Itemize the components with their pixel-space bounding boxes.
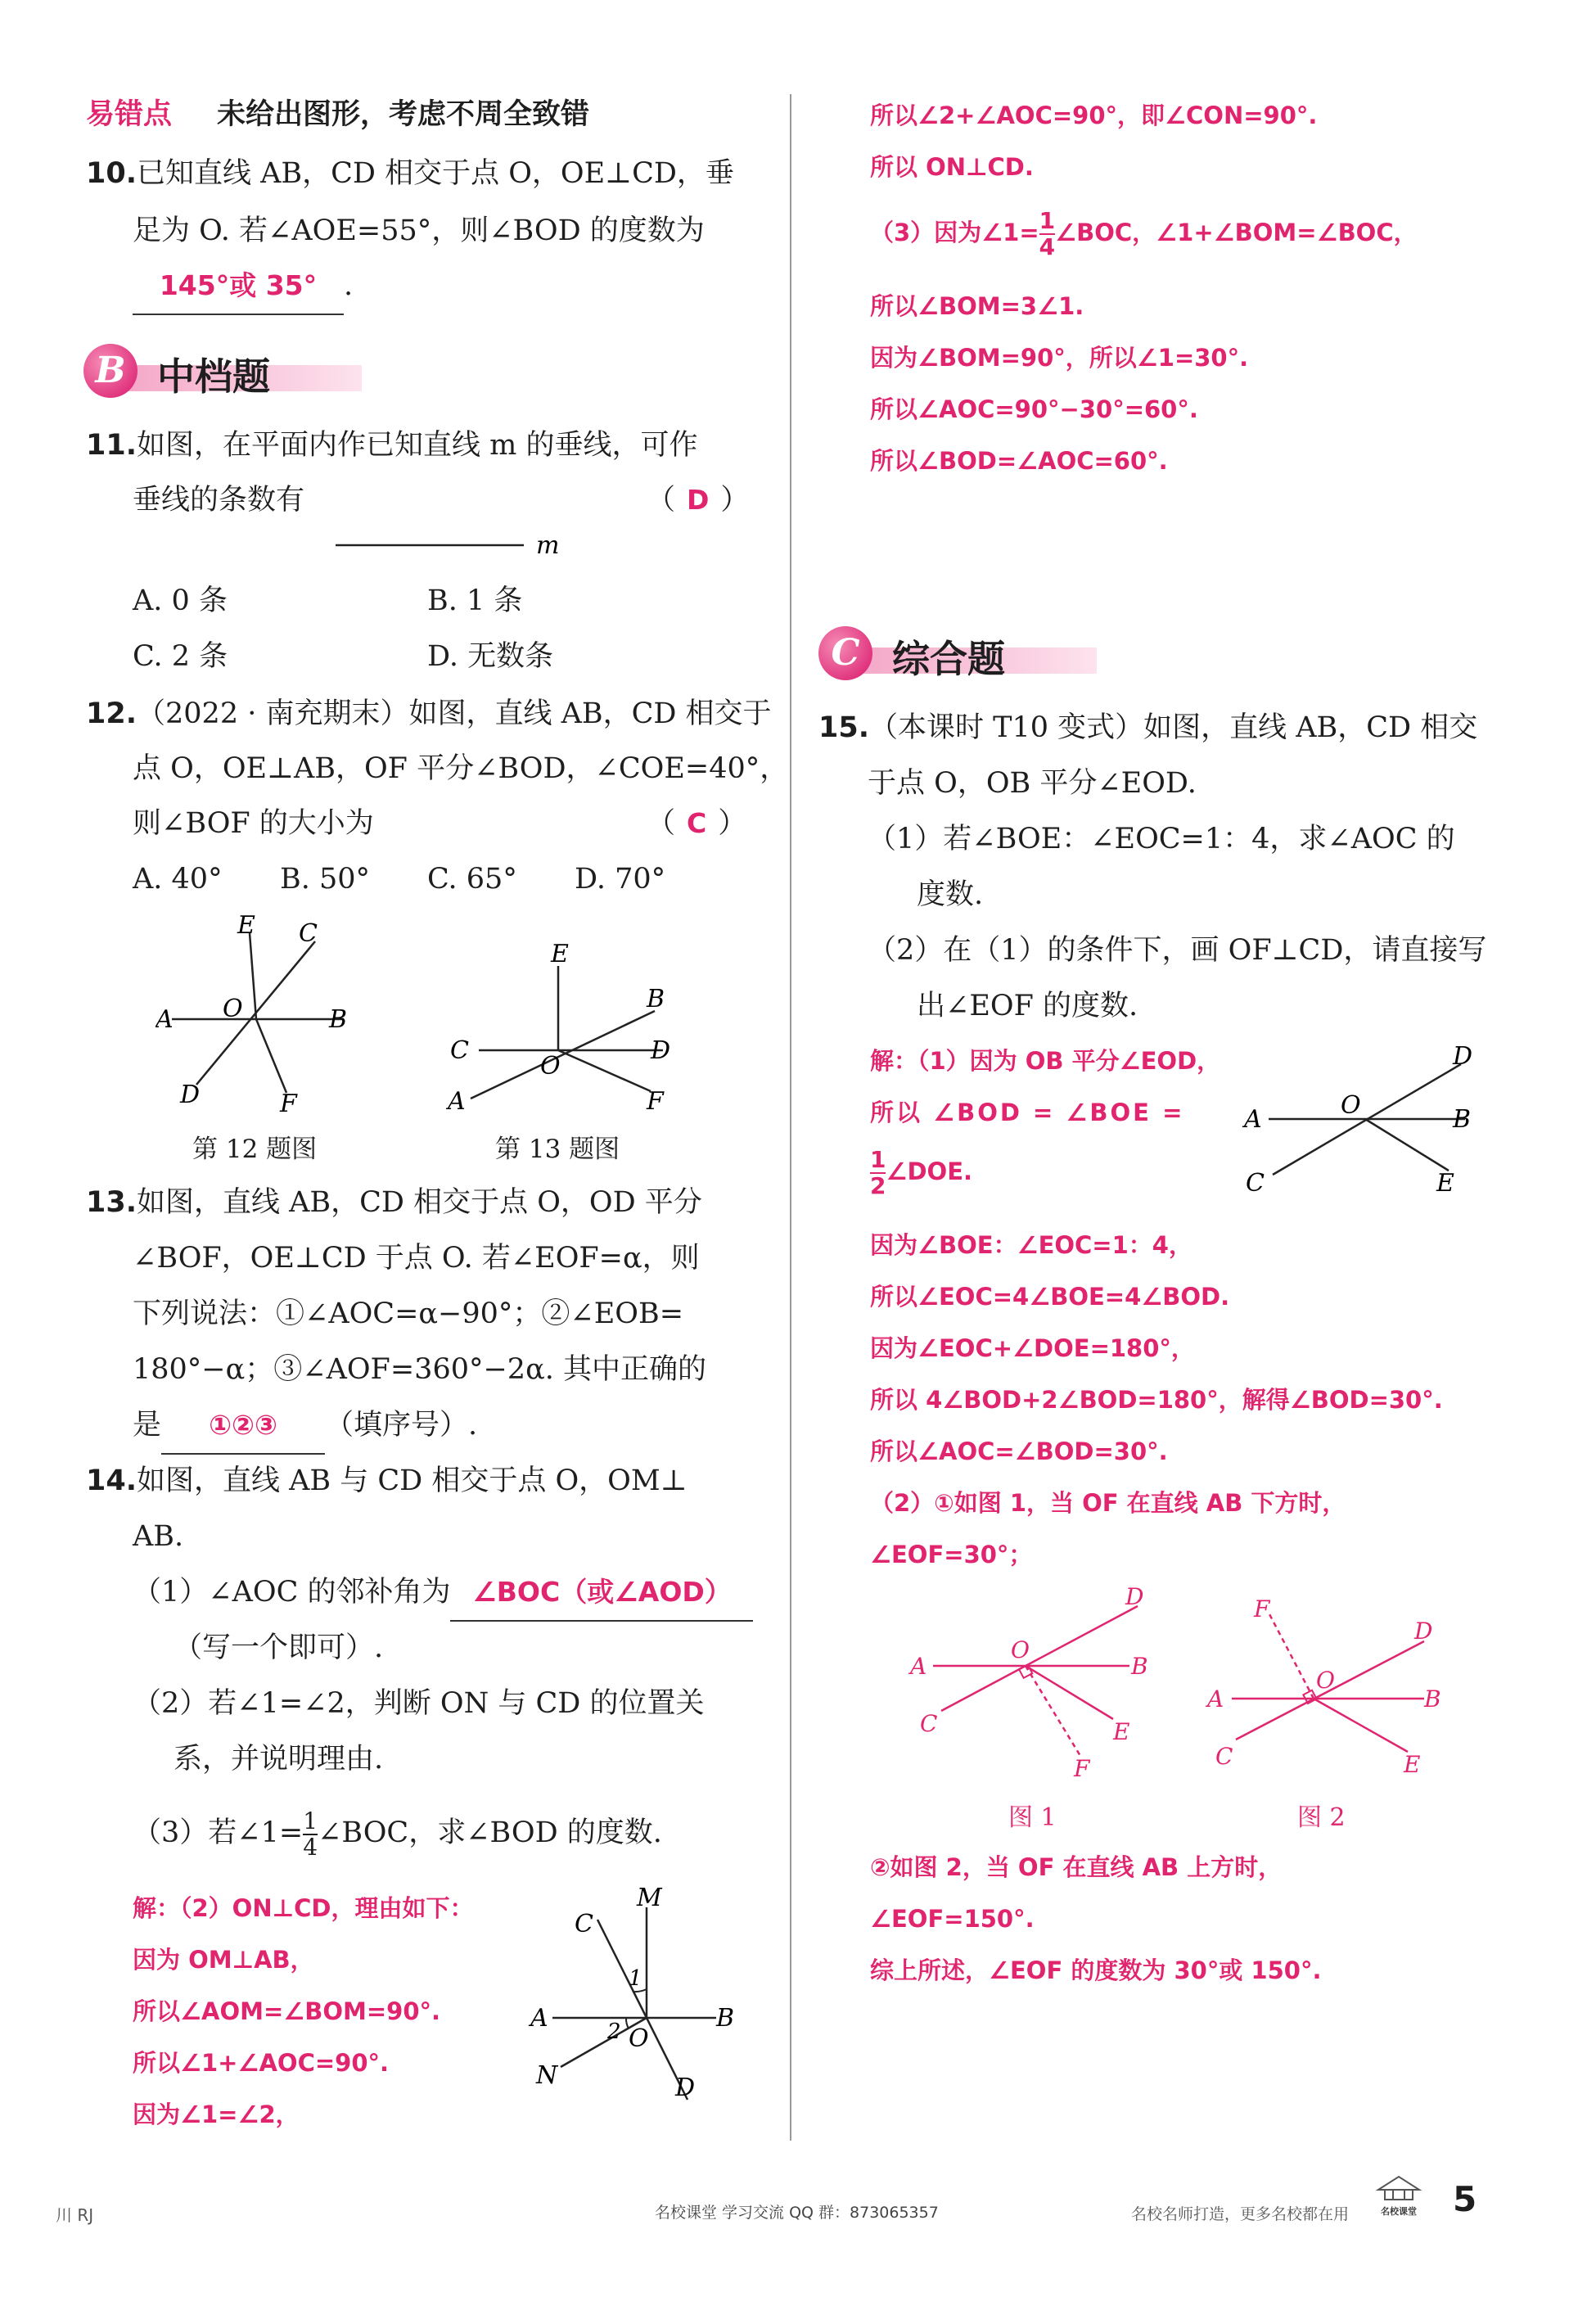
figure-13 xyxy=(446,941,692,1130)
section-b-title: 中档题 xyxy=(157,354,270,399)
q10-answer: 145°或 35° xyxy=(133,258,344,315)
fig12-label-d: D xyxy=(180,1081,201,1109)
section-c-title: 综合题 xyxy=(892,637,1005,681)
q15-part2-line1: （2）在（1）的条件下，画 OF⊥CD，请直接写 xyxy=(868,934,1487,967)
q10-line1: 已知直线 AB，CD 相交于点 O，OE⊥CD，垂 xyxy=(137,157,734,190)
fig14-label-d: D xyxy=(675,2074,696,2102)
q10-line2: 足为 O. 若∠AOE=55°，则∠BOD 的度数为 xyxy=(133,214,705,247)
q14-part2-line2: 系，并说明理由. xyxy=(174,1743,384,1776)
q14-part3-pre: （3）若∠1= xyxy=(133,1816,304,1849)
page-number: 5 xyxy=(1453,2179,1477,2219)
fig14-label-1: 1 xyxy=(629,1966,642,1991)
sol15-fraction-line xyxy=(870,1146,972,1198)
fig1-label-e: E xyxy=(1113,1718,1130,1745)
figure-13-caption: 第 13 题图 xyxy=(495,1135,620,1164)
q14-part1 xyxy=(133,1564,753,1622)
fraction-numerator: 1 xyxy=(1039,207,1056,234)
section-b-letter: B xyxy=(83,344,138,398)
q12-answer: C xyxy=(687,807,707,839)
fig2-label-c: C xyxy=(1215,1743,1233,1770)
q10-answer-line xyxy=(133,258,353,315)
q12-text1: （2022 · 南充期末）如图，直线 AB，CD 相交于 xyxy=(137,697,772,730)
footer-left: 川 RJ xyxy=(56,2205,94,2225)
footer-center: 名校课堂 学习交流 QQ 群：873065357 xyxy=(655,2204,939,2222)
q14-part2-line1: （2）若∠1=∠2，判断 ON 与 CD 的位置关 xyxy=(133,1687,705,1720)
q11-line1 xyxy=(86,417,697,473)
q14-solution-1: 解：（2）ON⊥CD，理由如下： xyxy=(133,1894,474,1922)
figure-12 xyxy=(156,909,368,1121)
fig1-label-b: B xyxy=(1131,1653,1148,1680)
fig1-label-f: F xyxy=(1074,1755,1090,1782)
q14-p3-post: ∠BOC，∠1+∠BOM=∠BOC， xyxy=(1055,219,1418,246)
fig12-label-b: B xyxy=(329,1005,348,1034)
q13-line5 xyxy=(133,1397,477,1455)
fig12-label-c: C xyxy=(299,919,318,948)
q11-answer: D xyxy=(687,484,710,516)
q10 xyxy=(86,146,734,201)
fig14-label-m: M xyxy=(637,1884,662,1912)
sol15-line1: 解：（1）因为 OB 平分∠EOD， xyxy=(870,1047,1221,1075)
fig2-label-a: A xyxy=(1207,1685,1224,1713)
sol15-line10: ∠EOF=30°； xyxy=(870,1541,1033,1568)
fraction-denominator: 4 xyxy=(1039,233,1056,260)
q15-line1 xyxy=(818,700,1477,756)
fig1-label-c: C xyxy=(920,1710,938,1737)
fig14-label-n: N xyxy=(536,2061,558,2090)
q14-solution-3: 所以∠AOM=∠BOM=90°. xyxy=(133,1997,441,2025)
q12-option-a: A. 40° xyxy=(133,863,223,896)
section-c-banner xyxy=(818,626,1113,684)
fig15-label-c: C xyxy=(1246,1169,1265,1198)
fig13-label-o: O xyxy=(540,1052,561,1081)
q11-option-a: A. 0 条 xyxy=(133,584,228,617)
q15-text1: （本课时 T10 变式）如图，直线 AB，CD 相交 xyxy=(869,711,1478,744)
fig1-label-a: A xyxy=(910,1653,927,1680)
q13-line2: ∠BOF，OE⊥CD 于点 O. 若∠EOF=α，则 xyxy=(133,1242,700,1275)
error-tag: 易错点 xyxy=(86,98,173,131)
fig15-label-b: B xyxy=(1453,1105,1472,1134)
q12-option-c: C. 65° xyxy=(427,863,517,896)
paren-left: （ xyxy=(647,484,676,517)
q14-solution-2: 因为 OM⊥AB， xyxy=(133,1946,314,1974)
section-c-letter: C xyxy=(818,626,872,680)
figure-2 xyxy=(1203,1596,1449,1785)
q11-option-b: B. 1 条 xyxy=(427,584,523,617)
fig15-label-d: D xyxy=(1453,1042,1473,1071)
fig12-label-e: E xyxy=(237,911,255,940)
sol15-line4: 因为∠BOE：∠EOC=1：4， xyxy=(870,1231,1192,1259)
q14-part1-post: （写一个即可）. xyxy=(174,1631,384,1664)
q15-line2: 于点 O，OB 平分∠EOD. xyxy=(868,767,1197,800)
q12-paren xyxy=(647,796,746,851)
fig15-label-o: O xyxy=(1341,1091,1361,1120)
sol15-line9: （2）①如图 1，当 OF 在直线 AB 下方时， xyxy=(870,1489,1346,1517)
q12-line3: 则∠BOF 的大小为 xyxy=(133,807,374,840)
fraction-denominator: 4 xyxy=(303,1833,318,1861)
sol15-fraction-post: ∠DOE. xyxy=(886,1158,973,1185)
q14-p3-rest-2: 因为∠BOM=90°，所以∠1=30°. xyxy=(870,344,1249,372)
q14-cont-1: 所以∠2+∠AOC=90°，即∠CON=90°. xyxy=(870,102,1318,129)
q14-part1-pre: （1）∠AOC 的邻补角为 xyxy=(133,1576,451,1609)
sol15-line2: 所以 ∠BOD = ∠BOE = xyxy=(870,1099,1185,1126)
fig13-label-f: F xyxy=(647,1087,664,1116)
q13-line4: 180°−α；③∠AOF=360°−2α. 其中正确的 xyxy=(133,1353,706,1386)
q14-solution-4: 所以∠1+∠AOC=90°. xyxy=(133,2049,390,2077)
fig15-label-e: E xyxy=(1436,1169,1454,1198)
q13-line5-post: （填序号）. xyxy=(325,1409,478,1442)
fig13-label-b: B xyxy=(647,985,665,1013)
q14-p3-rest-3: 所以∠AOC=90°−30°=60°. xyxy=(870,395,1198,423)
footer-logo xyxy=(1375,2173,1422,2216)
q14-part3 xyxy=(133,1805,662,1861)
fig14-label-2: 2 xyxy=(607,2019,621,2044)
q14-part3-solution xyxy=(870,207,1418,259)
figure-1 xyxy=(908,1584,1170,1789)
fig14-label-c: C xyxy=(575,1910,593,1938)
fig1-label-d: D xyxy=(1125,1584,1144,1610)
q14-line1 xyxy=(86,1453,688,1509)
q14-line2: AB. xyxy=(133,1520,184,1553)
fig14-label-o: O xyxy=(629,2024,649,2053)
q12-option-d: D. 70° xyxy=(575,863,666,896)
footer-right: 名校名师打造，更多名校都在用 xyxy=(1131,2205,1350,2223)
q11-option-d: D. 无数条 xyxy=(427,640,554,673)
fig2-label-f: F xyxy=(1254,1596,1270,1622)
q15-part1-line1: （1）若∠BOE：∠EOC=1：4，求∠AOC 的 xyxy=(868,823,1455,855)
figure-12-caption: 第 12 题图 xyxy=(192,1135,318,1164)
q14-number: 14. xyxy=(86,1464,138,1497)
q11-option-c: C. 2 条 xyxy=(133,640,228,673)
paren-left: （ xyxy=(647,807,676,840)
q11-line2: 垂线的条数有 xyxy=(133,484,305,517)
fraction-half xyxy=(870,1148,886,1198)
q13-line3: 下列说法：①∠AOC=α−90°；②∠EOB= xyxy=(133,1297,684,1330)
figure-2-caption: 图 2 xyxy=(1297,1803,1346,1832)
fig12-label-a: A xyxy=(156,1005,174,1034)
q10-number: 10. xyxy=(86,157,138,190)
q12-number: 12. xyxy=(86,697,138,730)
q14-p3-rest-4: 所以∠BOD=∠AOC=60°. xyxy=(870,447,1168,475)
fig13-label-a: A xyxy=(448,1087,466,1116)
fig2-label-o: O xyxy=(1316,1667,1335,1694)
q11-text1: 如图，在平面内作已知直线 m 的垂线，可作 xyxy=(137,429,698,462)
q12-option-b: B. 50° xyxy=(280,863,371,896)
q14-solution-5: 因为∠1=∠2， xyxy=(133,2101,300,2128)
fig2-label-e: E xyxy=(1404,1751,1421,1778)
fraction-quarter xyxy=(1039,209,1055,259)
sol15-line8: 所以∠AOC=∠BOD=30°. xyxy=(870,1437,1168,1465)
q13-line5-pre: 是 xyxy=(133,1409,162,1442)
q13-answer: ①②③ xyxy=(161,1397,325,1455)
sol15-line6: 因为∠EOC+∠DOE=180°， xyxy=(870,1334,1195,1362)
figure-14 xyxy=(524,1883,745,2112)
q13-line1 xyxy=(86,1175,702,1230)
q14-p3-rest-1: 所以∠BOM=3∠1. xyxy=(870,292,1084,320)
q14-part1-answer: ∠BOC（或∠AOD） xyxy=(450,1564,753,1622)
fig13-label-d: D xyxy=(651,1036,671,1065)
q11-number: 11. xyxy=(86,429,138,462)
paren-right: ） xyxy=(720,484,750,517)
q10-end: . xyxy=(344,269,354,302)
section-b-banner xyxy=(83,344,378,401)
fig12-label-f: F xyxy=(280,1090,297,1118)
fraction-quarter xyxy=(303,1809,318,1860)
q11-line-m xyxy=(327,530,573,563)
fig12-label-o: O xyxy=(223,995,243,1023)
q14-p3-pre: （3）因为∠1= xyxy=(870,219,1039,246)
fig15-label-a: A xyxy=(1244,1105,1262,1134)
fig2-label-b: B xyxy=(1424,1685,1441,1713)
fig2-label-d: D xyxy=(1414,1618,1433,1645)
fig14-label-a: A xyxy=(530,2004,548,2033)
label-m: m xyxy=(536,531,560,560)
q14-text1: 如图，直线 AB 与 CD 相交于点 O，OM⊥ xyxy=(137,1464,688,1497)
q13-number: 13. xyxy=(86,1186,138,1219)
fig13-label-e: E xyxy=(551,941,569,968)
column-divider xyxy=(790,94,791,2141)
sol15-line12: ∠EOF=150°. xyxy=(870,1905,1035,1933)
fig13-label-c: C xyxy=(450,1036,469,1065)
q12-line2: 点 O，OE⊥AB，OF 平分∠BOD，∠COE=40°， xyxy=(133,752,789,785)
q14-cont-2: 所以 ON⊥CD. xyxy=(870,153,1034,181)
figure-1-caption: 图 1 xyxy=(1008,1803,1057,1832)
sol15-line7: 所以 4∠BOD+2∠BOD=180°，解得∠BOD=30°. xyxy=(870,1386,1443,1414)
paren-right: ） xyxy=(718,807,747,840)
fraction-numerator: 1 xyxy=(870,1146,886,1173)
footer-logo-text: 名校课堂 xyxy=(1381,2206,1417,2217)
fraction-denominator: 2 xyxy=(870,1172,886,1199)
school-logo-icon xyxy=(1375,2173,1422,2201)
sol15-line13: 综上所述，∠EOF 的度数为 30°或 150°. xyxy=(870,1956,1322,1984)
q15-part1-line2: 度数. xyxy=(917,878,984,911)
fig14-label-b: B xyxy=(716,2004,735,2033)
fraction-numerator: 1 xyxy=(303,1807,318,1834)
q13-text1: 如图，直线 AB，CD 相交于点 O，OD 平分 xyxy=(137,1186,702,1219)
q11-paren xyxy=(647,472,749,528)
sol15-line11: ②如图 2，当 OF 在直线 AB 上方时， xyxy=(870,1853,1283,1881)
q14-part3-post: ∠BOC，求∠BOD 的度数. xyxy=(318,1816,662,1849)
q15-number: 15. xyxy=(818,711,870,744)
q15-part2-line2: 出∠EOF 的度数. xyxy=(917,990,1138,1022)
q12-line1 xyxy=(86,686,772,742)
error-title: 未给出图形，考虑不周全致错 xyxy=(217,98,590,131)
fig1-label-o: O xyxy=(1011,1636,1030,1663)
sol15-line5: 所以∠EOC=4∠BOE=4∠BOD. xyxy=(870,1283,1230,1311)
figure-15 xyxy=(1236,1040,1506,1203)
